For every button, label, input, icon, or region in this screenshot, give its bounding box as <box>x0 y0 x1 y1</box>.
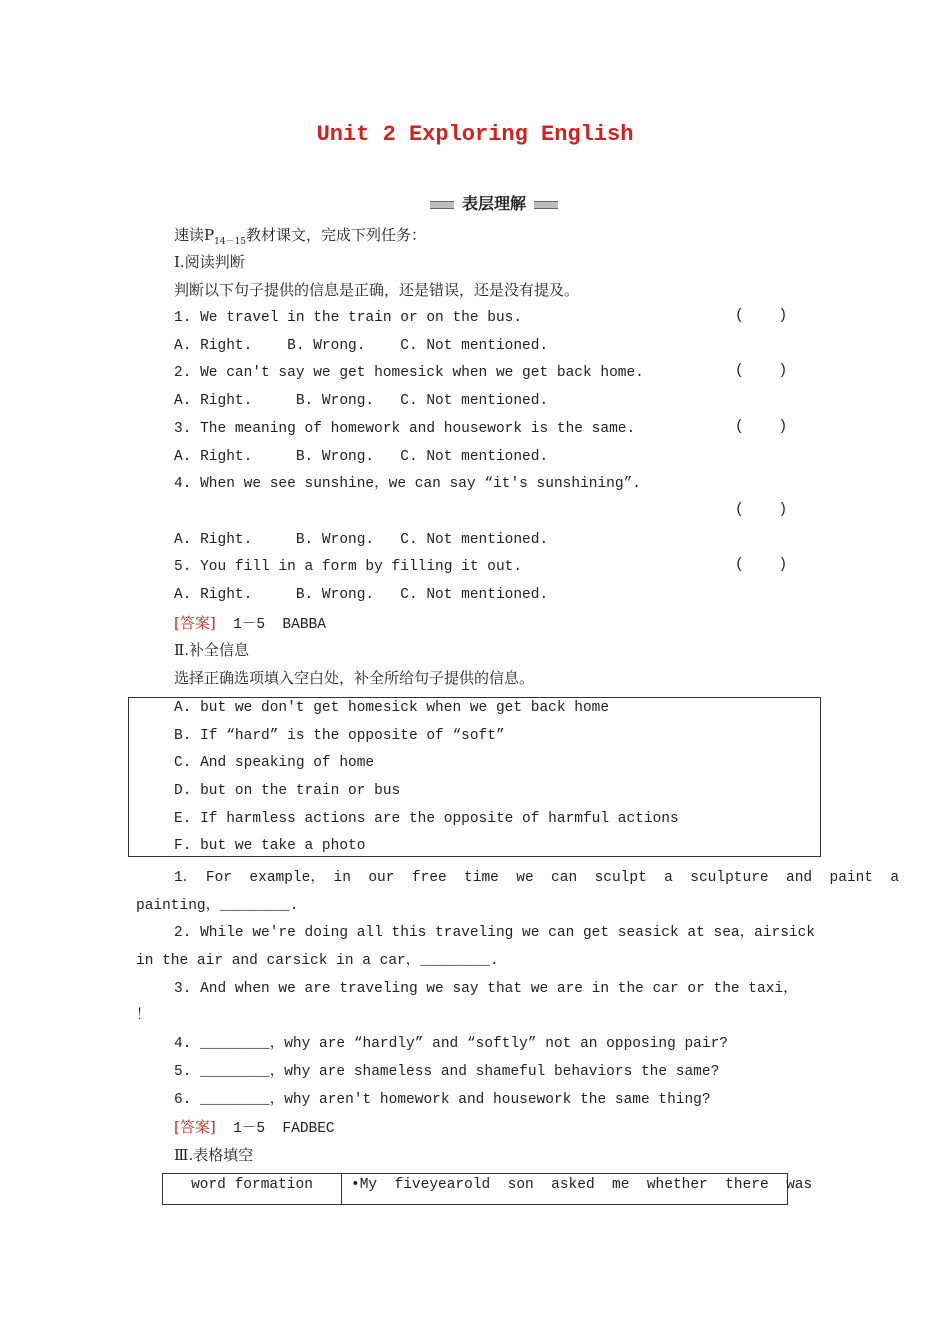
options-3: A. Right. B. Wrong. C. Not mentioned. <box>174 449 549 465</box>
part3-heading: Ⅲ.表格填空 <box>174 1146 254 1164</box>
part2-heading: Ⅱ.补全信息 <box>174 641 249 659</box>
answer-tag: [答案] <box>174 1118 216 1136</box>
item-5: 5. ________，why are shameless and shameful behaviors the same? <box>174 1064 720 1080</box>
item-3-line-1: 3. And when we are traveling we say that we are in the car or the taxi， <box>174 981 798 997</box>
item-1-line-1: 1． For example， in our free time we can sculpt a sculpture and paint a <box>174 870 900 886</box>
answer-blank-5: ( ) <box>735 557 788 573</box>
item-4: 4. ________，why are “hardly” and “softly” not an opposing pair? <box>174 1036 728 1052</box>
table-cell-header: word formation <box>163 1174 342 1204</box>
answer-blank-4: ( ) <box>735 502 788 518</box>
part2-answer <box>174 1117 335 1139</box>
part1-answer <box>174 613 326 635</box>
question-4: 4. When we see sunshine，we can say “it's sunshining”. <box>174 476 641 492</box>
badge-label: 表层理解 <box>454 193 534 215</box>
option-a: A. but we don't get homesick when we get back home <box>174 700 610 716</box>
item-6: 6. ________，why aren't homework and housework the same thing? <box>174 1092 711 1108</box>
option-b: B. If “hard” is the opposite of “soft” <box>174 728 505 744</box>
question-3: 3. The meaning of homework and housework is the same. <box>174 421 636 437</box>
question-1: 1. We travel in the train or on the bus. <box>174 310 523 326</box>
options-1: A. Right. B. Wrong. C. Not mentioned. <box>174 338 549 354</box>
answer-tag: [答案] <box>174 614 216 632</box>
intro-line <box>174 225 426 252</box>
question-2: 2. We can't say we get homesick when we get back home. <box>174 365 644 381</box>
item-2-line-1: 2. While we're doing all this traveling we can get seasick at sea，airsick <box>174 925 816 941</box>
part1-instruction: 判断以下句子提供的信息是正确，还是错误，还是没有提及。 <box>174 281 580 299</box>
word-formation-table <box>162 1173 813 1205</box>
part1-heading: Ⅰ.阅读判断 <box>174 253 245 271</box>
part2-instruction: 选择正确选项填入空白处，补全所给句子提供的信息。 <box>174 669 535 687</box>
options-box <box>128 697 821 857</box>
option-c: C. And speaking of home <box>174 755 375 771</box>
page-title: Unit 2 Exploring English <box>316 122 634 147</box>
option-f: F. but we take a photo <box>174 838 366 854</box>
table-cell-example: •My fiveyearold son asked me whether there was <box>351 1177 813 1193</box>
answer-blank-1: ( ) <box>735 308 788 324</box>
intro-suffix: 教材课文，完成下列任务： <box>246 226 427 244</box>
answer-blank-2: ( ) <box>735 363 788 379</box>
answer-value: 1－5 FADBEC <box>215 1121 335 1137</box>
options-2: A. Right. B. Wrong. C. Not mentioned. <box>174 393 549 409</box>
options-5: A. Right. B. Wrong. C. Not mentioned. <box>174 587 549 603</box>
answer-value: 1－5 BABBA <box>215 617 326 633</box>
item-2-line-2: in the air and carsick in a car，________. <box>136 953 499 969</box>
section-badge <box>430 193 558 215</box>
intro-subscript: 14－15 <box>214 237 246 247</box>
answer-blank-3: ( ) <box>735 419 788 435</box>
intro-prefix: 速读P <box>174 226 215 244</box>
question-5: 5. You fill in a form by filling it out. <box>174 559 523 575</box>
option-e: E. If harmless actions are the opposite of harmful actions <box>174 811 679 827</box>
item-1-line-2: painting，________. <box>136 898 299 914</box>
options-4: A. Right. B. Wrong. C. Not mentioned. <box>174 532 549 548</box>
item-3-line-2: ！ <box>136 1008 151 1024</box>
option-d: D. but on the train or bus <box>174 783 401 799</box>
